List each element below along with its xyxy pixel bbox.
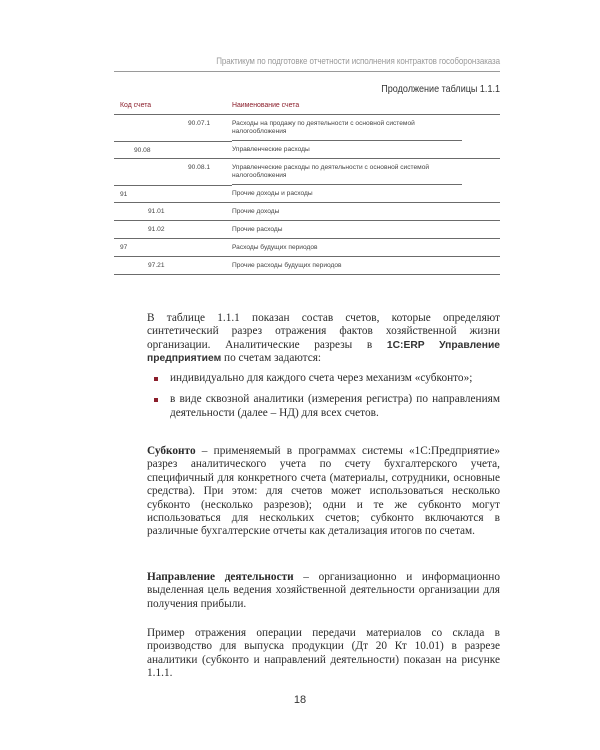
paragraph-example: Пример отражения операции передачи материалов со склада в производство для выпуска продукции (Дт 20 Кт 10.01) в разрезе аналитики (субконто и направлений деятельности) показан на рисунке 1.1.1. bbox=[147, 627, 500, 680]
column-header-name: Наименование счета bbox=[232, 99, 500, 115]
table-row bbox=[114, 221, 500, 239]
account-name: Управленческие расходы bbox=[232, 141, 500, 159]
term-subkonto: Субконто bbox=[147, 445, 196, 457]
account-name: Прочие расходы bbox=[232, 221, 500, 239]
account-name: Прочие расходы будущих периодов bbox=[232, 257, 500, 275]
account-name: Расходы на продажу по деятельности с основной системой налогообложения bbox=[232, 115, 462, 141]
running-header: Практикум по подготовке отчетности исполнения контрактов гособоронзаказа bbox=[216, 56, 500, 66]
account-code: 97.21 bbox=[148, 262, 165, 269]
account-code: 91 bbox=[120, 190, 128, 198]
square-bullet-icon bbox=[154, 377, 158, 381]
account-code: 97 bbox=[120, 244, 128, 251]
account-code: 90.08 bbox=[134, 146, 151, 154]
bullet-list bbox=[147, 372, 500, 428]
table-row bbox=[114, 203, 500, 221]
paragraph-direction: Направление деятельности – организационно и информационно выделенная цель ведения хозяйственной деятельности организации для получения прибыли. bbox=[147, 571, 500, 610]
account-name: Расходы будущих периодов bbox=[232, 239, 500, 257]
account-name: Прочие доходы и расходы bbox=[232, 185, 500, 203]
account-code: 91.01 bbox=[148, 208, 165, 215]
account-name: Прочие доходы bbox=[232, 203, 500, 221]
table-row bbox=[114, 141, 500, 159]
square-bullet-icon bbox=[154, 398, 158, 402]
account-code: 90.08.1 bbox=[188, 164, 210, 171]
account-code: 90.07.1 bbox=[188, 120, 210, 127]
list-item: в виде сквозной аналитики (измерения регистра) по направлениям деятельности (далее – НД) для всех счетов. bbox=[147, 393, 500, 420]
header-rule bbox=[114, 71, 500, 72]
paragraph-intro: В таблице 1.1.1 показан состав счетов, которые определяют синтетический разрез отражения фактов хозяйственной жизни организации. Аналитические разрезы в 1С:ERP Управление предприятием по счетам задаются: bbox=[147, 312, 500, 365]
table-row bbox=[114, 185, 500, 203]
table-header-row bbox=[114, 99, 500, 115]
table-row bbox=[114, 239, 500, 257]
account-name: Управленческие расходы по деятельности с основной системой налогообложения bbox=[232, 159, 462, 185]
table-row bbox=[114, 159, 500, 186]
table-row bbox=[114, 257, 500, 275]
page-number: 18 bbox=[293, 694, 307, 706]
paragraph-subkonto: Субконто – применяемый в программах системы «1С:Предприятие» разрез аналитического учета по счету бухгалтерского учета, специфичный для конкретного счета (материалы, сотрудники, основные средства). При этом: для счетов может использоваться несколько субконто (несколько разрезов); одни и те же субконто могут использоваться для нескольких счетов; субконто включаются в различные бухгалтерские отчеты как детализация итогов по счетам. bbox=[147, 445, 500, 538]
product-name: 1С:ERP Управление предприятием bbox=[147, 339, 500, 365]
list-item: индивидуально для каждого счета через механизм «субконто»; bbox=[147, 372, 500, 385]
table-caption: Продолжение таблицы 1.1.1 bbox=[381, 83, 500, 95]
table-row bbox=[114, 115, 500, 142]
accounts-table bbox=[114, 99, 500, 275]
account-code: 91.02 bbox=[148, 226, 165, 233]
term-direction: Направление деятельности bbox=[147, 571, 294, 583]
column-header-code: Код счета bbox=[114, 99, 232, 115]
